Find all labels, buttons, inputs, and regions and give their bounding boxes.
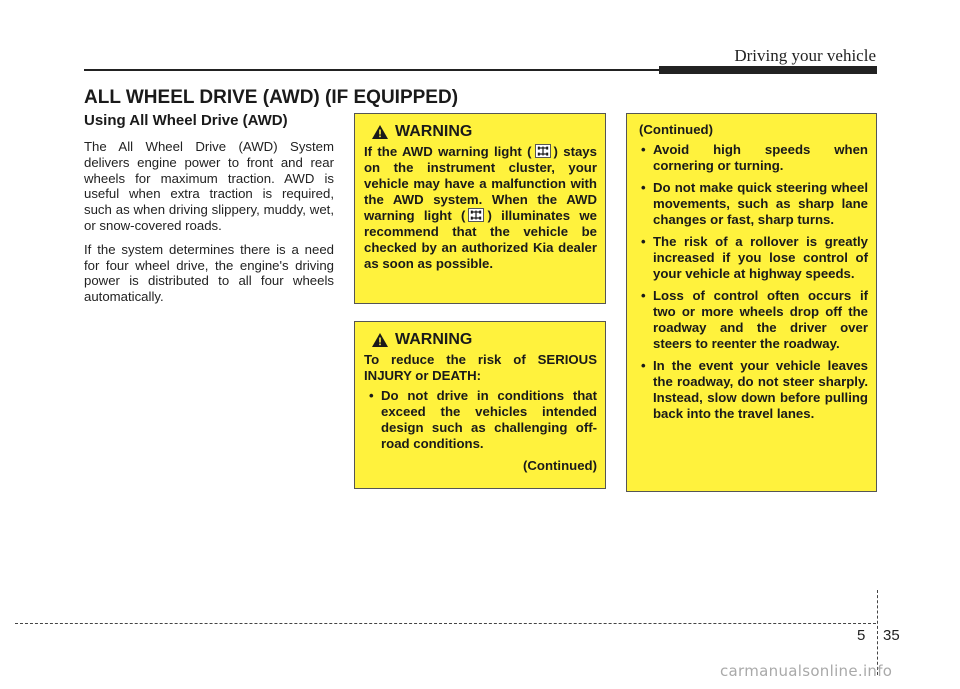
continued-label: (Continued) (523, 458, 597, 473)
warning-text-a: If the AWD warning light ( (364, 144, 532, 159)
subheading: Using All Wheel Drive (AWD) (84, 112, 288, 129)
page-number: 35 (883, 627, 900, 644)
warning-bullet-list (364, 388, 597, 452)
list-item: • In the event your vehicle leaves the roadway, do not steer sharply. Instead, slow down before pulling back into the travel lanes. (636, 358, 868, 422)
awd-warning-light-icon (534, 144, 552, 158)
warning-box-awd-light (354, 113, 606, 304)
warning-heading (371, 124, 597, 140)
header-bar (659, 66, 877, 74)
warning-heading (371, 332, 597, 348)
body-paragraph-2: If the system determines there is a need for four wheel drive, the engine's driving power is distributed to all four wheels automatically. (84, 241, 334, 305)
header-rule (84, 69, 661, 71)
warning-bullet-list (636, 142, 868, 422)
awd-warning-light-icon (467, 208, 485, 222)
warning-text (364, 144, 597, 272)
watermark: carmanualsonline.info (720, 662, 893, 680)
left-column (84, 112, 334, 313)
list-item: • Do not make quick steering wheel movements, such as sharp lane changes or fast, sharp turns. (636, 180, 868, 228)
list-item: • Do not drive in conditions that exceed the vehicles intended design such as challenging off-road conditions. (364, 388, 597, 452)
chapter-title: Driving your vehicle (734, 46, 876, 65)
warning-heading-text: WARNING (395, 331, 473, 348)
warning-intro: To reduce the risk of SERIOUS INJURY or DEATH: (364, 352, 597, 383)
list-item: • The risk of a rollover is greatly increased if you lose control of your vehicle at highway speeds. (636, 234, 868, 282)
body-paragraph-1: The All Wheel Drive (AWD) System delivers engine power to front and rear wheels for maximum traction. AWD is useful when extra traction is required, such as when driving slippery, muddy, wet, or snow-covered roads. (84, 139, 334, 233)
footer-dashed-rule (15, 623, 876, 624)
warning-box-serious-injury (354, 321, 606, 489)
warning-triangle-icon (371, 332, 389, 348)
section-title: ALL WHEEL DRIVE (AWD) (IF EQUIPPED) (84, 87, 459, 108)
warning-text-c: ) illuminates we recommend that the vehicle be checked by an authorized Kia dealer as soon as possible. (364, 208, 597, 271)
warning-box-continued (626, 113, 877, 492)
section-number: 5 (857, 627, 866, 644)
list-item: • Avoid high speeds when cornering or turning. (636, 142, 868, 174)
warning-text-b: ) stays on the instrument cluster, your vehicle may have a malfunction with the AWD system. When the AWD warning light ( (364, 144, 597, 223)
warning-heading-text: WARNING (395, 123, 473, 140)
continued-label: (Continued) (639, 122, 713, 137)
list-item: • Loss of control often occurs if two or more wheels drop off the roadway and the driver over steers to reenter the roadway. (636, 288, 868, 352)
warning-triangle-icon (371, 124, 389, 140)
